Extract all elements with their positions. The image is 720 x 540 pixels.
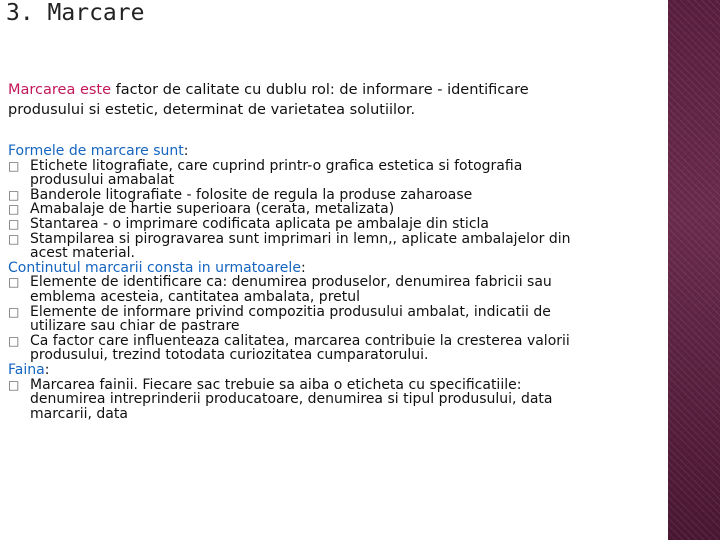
bullet-icon: □	[8, 333, 20, 348]
bullet-item	[8, 159, 698, 188]
bullet-item	[8, 305, 698, 334]
section-heading-content: Continutul marcarii consta in urmatoarele:	[8, 259, 306, 276]
bullet-text: emblema acesteia, cantitatea ambalata, pretul	[30, 288, 361, 305]
bullet-item	[8, 275, 698, 304]
bullet-item	[8, 202, 698, 217]
bullet-icon: □	[8, 275, 20, 290]
bullet-item	[8, 232, 698, 261]
intro-paragraph	[8, 80, 648, 120]
bullet-text: denumirea intreprinderii producatoare, denumirea si tipul produsului, data	[30, 391, 553, 408]
bullet-text: acest material.	[30, 245, 136, 262]
bullet-text: Etichete litografiate, care cuprind printr-o grafica estetica si fotografia	[30, 157, 523, 174]
section-heading-forms: Formele de marcare sunt:	[8, 143, 189, 159]
bullet-icon: □	[8, 304, 20, 319]
bullet-icon: □	[8, 202, 20, 217]
intro-line2: produsului si estetic, determinat de varietatea solutiilor.	[8, 102, 416, 118]
bullet-text: Stantarea - o imprimare codificata aplicata pe ambalaje din sticla	[30, 215, 489, 232]
section-heading-flour: Faina:	[8, 361, 50, 378]
bullet-text: marcarii, data	[30, 405, 128, 422]
content-list	[8, 275, 698, 363]
bullet-text: Elemente de identificare ca: denumirea produselor, denumirea fabricii sau	[30, 274, 552, 291]
bullet-text: Amabalaje de hartie superioara (cerata, metalizata)	[30, 201, 395, 218]
bullet-icon: □	[8, 377, 20, 392]
slide-title: 3. Marcare	[6, 0, 145, 26]
bullet-text: produsului, trezind totodata curiozitatea cumparatorului.	[30, 347, 429, 364]
intro-line1-rest: factor de calitate cu dublu rol: de informare - identificare	[111, 82, 529, 98]
bullet-item	[8, 334, 698, 363]
bullet-text: Elemente de informare privind compozitia produsului ambalat, indicatii de	[30, 303, 551, 320]
bullet-item	[8, 378, 698, 422]
bullet-text: produsului amabalat	[30, 172, 175, 189]
flour-list	[8, 378, 698, 422]
bullet-icon: □	[8, 231, 20, 246]
bullet-text: utilizare sau chiar de pastrare	[30, 318, 240, 335]
bullet-text: Banderole litografiate - folosite de regula la produse zaharoase	[30, 186, 473, 203]
slide-body	[8, 144, 698, 421]
bullet-item	[8, 188, 698, 203]
bullet-icon: □	[8, 187, 20, 202]
intro-lead: Marcarea este	[8, 82, 112, 98]
bullet-icon: □	[8, 216, 20, 231]
bullet-icon: □	[8, 158, 20, 173]
bullet-item	[8, 217, 698, 232]
forms-list	[8, 159, 698, 261]
bullet-text: Marcarea fainii. Fiecare sac trebuie sa aiba o eticheta cu specificatiile:	[30, 376, 522, 393]
bullet-text: Stampilarea si pirogravarea sunt imprimari in lemn,, aplicate ambalajelor din	[30, 230, 571, 247]
bullet-text: Ca factor care influenteaza calitatea, marcarea contribuie la cresterea valorii	[30, 332, 570, 349]
